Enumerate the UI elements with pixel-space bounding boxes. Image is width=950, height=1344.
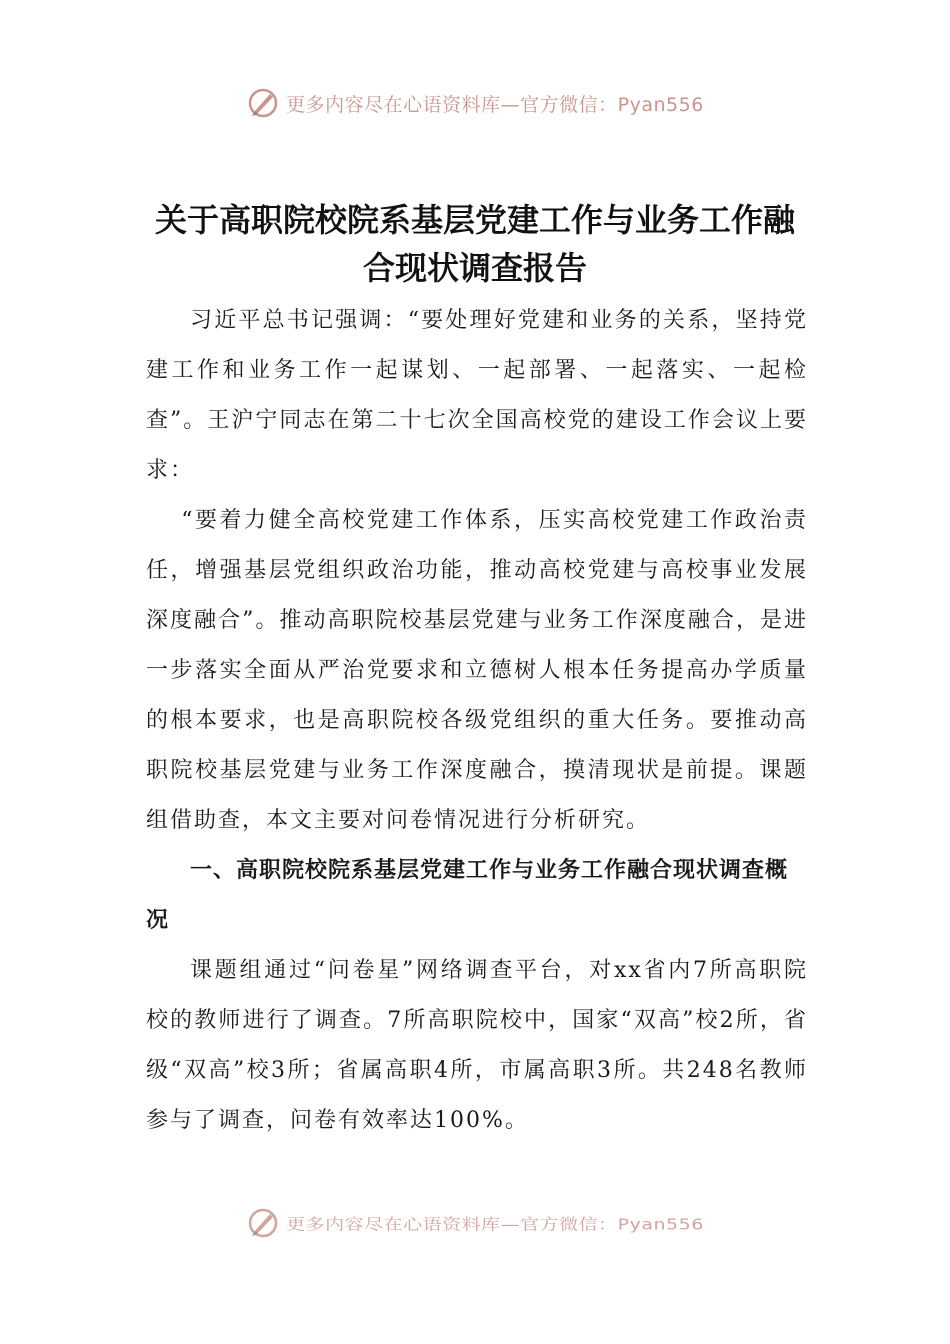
watermark-header — [0, 86, 950, 120]
pen-logo-icon — [246, 1206, 280, 1240]
document-body — [146, 296, 808, 1146]
paragraph-survey: 课题组通过“问卷星”网络调查平台，对xx省内7所高职院校的教师进行了调查。7所高职院校中，国家“双高”校2所，省级“双高”校3所；省属高职4所，市属高职3所。共248名教师参与了调查，问卷有效率达100%。 — [146, 958, 808, 1133]
paragraph-quote: “要着力健全高校党建工作体系，压实高校党建工作政治责任，增强基层党组织政治功能，推动高校党建与高校事业发展深度融合”。推动高职院校基层党建与业务工作深度融合，是进一步落实全面从严治党要求和立德树人根本任务提高办学质量的根本要求，也是高职院校各级党组织的重大任务。要推动高职院校基层党建与业务工作深度融合，摸清现状是前提。课题组借助查，本文主要对问卷情况进行分析研究。 — [146, 508, 808, 833]
pen-logo-icon — [246, 86, 280, 120]
watermark-text: 更多内容尽在心语资料库—官方微信：Pyan556 — [286, 93, 704, 116]
watermark-footer — [0, 1206, 950, 1240]
section-heading: 一、高职院校院系基层党建工作与业务工作融合现状调查概况 — [146, 858, 789, 933]
watermark-text: 更多内容尽在心语资料库—官方微信：Pyan556 — [286, 1215, 704, 1233]
document-title: 关于高职院校院系基层党建工作与业务工作融合现状调查报告 — [154, 201, 795, 287]
paragraph-intro: 习近平总书记强调：“要处理好党建和业务的关系，坚持党建工作和业务工作一起谋划、一起部署、一起落实、一起检查”。王沪宁同志在第二十七次全国高校党的建设工作会议上要求： — [146, 308, 808, 483]
